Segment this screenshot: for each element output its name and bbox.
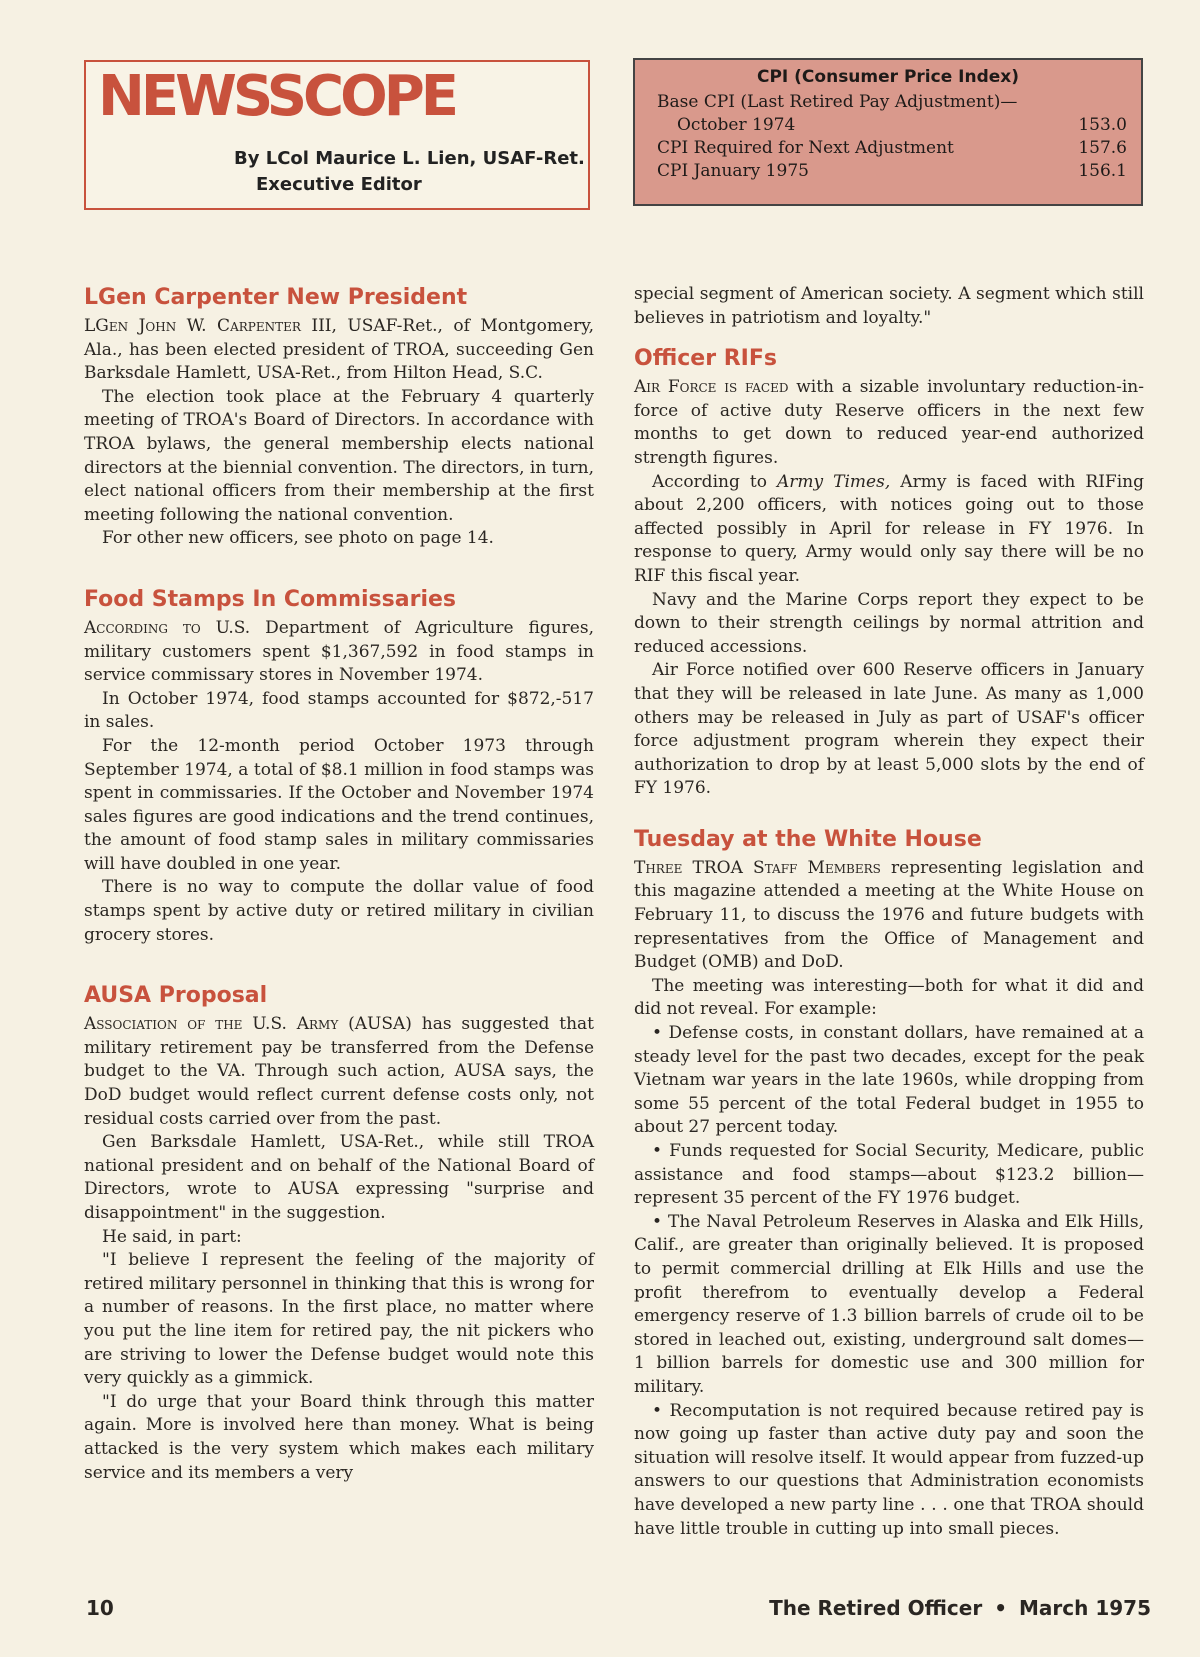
cpi-row-value: 153.0 (1078, 115, 1127, 135)
article-paragraph (84, 1013, 594, 1131)
article-paragraph: In October 1974, food stamps accounted for $872,-517 in sales. (84, 688, 594, 733)
article-officer-rifs (634, 344, 1144, 801)
article-paragraph (634, 857, 1144, 975)
newsscope-header (84, 60, 590, 210)
cpi-row-value: 156.1 (1078, 161, 1127, 181)
article-paragraph (634, 471, 1144, 589)
article-paragraph: For other new officers, see photo on page 14. (102, 528, 494, 549)
cpi-title: CPI (Consumer Price Index) (756, 67, 1020, 87)
article-paragraph: "I believe I represent the feeling of the majority of retired military personnel in thinking that this is wrong for a number of reasons. In the first place, no matter where you put the line item for retired pay, the nit pickers who are striving to lower the Defense budget would note this very quickly as a gimmick. (84, 1250, 594, 1389)
article-paragraph (84, 617, 594, 688)
article-paragraph: Gen Barksdale Hamlett, USA-Ret., while still TROA national president and on behalf of the National Board of Directors, wrote to AUSA expressing "surprise and disappointment" in the suggestion. (84, 1132, 594, 1223)
publication-name: The Retired Officer (769, 1596, 983, 1620)
page-number: 10 (86, 1596, 114, 1620)
lead-in: According to (84, 617, 201, 638)
article-paragraph: The meeting was interesting—both for what it did and did not reveal. For example: (634, 975, 1144, 1020)
article-paragraph: He said, in part: (102, 1226, 242, 1247)
bullet-item: • Defense costs, in constant dollars, have remained at a steady level for the past two decades, except for the peak Vietnam war years in the late 1960s, while dropping from some 55 percent of the total Federal budget in 1955 to about 27 percent today. (634, 1023, 1144, 1138)
article-carpenter (84, 283, 594, 551)
newsscope-title: NEWSSCOPE (98, 64, 456, 129)
cpi-row-label: Base CPI (Last Retired Pay Adjustment)— (657, 92, 1018, 112)
lead-in: LGen John W. Carpenter (84, 316, 301, 336)
byline-author: By LCol Maurice L. Lien, USAF-Ret. (234, 148, 585, 169)
cpi-row-label: CPI January 1975 (657, 161, 809, 181)
separator-dot: • (994, 1596, 1008, 1620)
cpi-row-label: CPI Required for Next Adjustment (657, 138, 954, 158)
article-white-house (634, 825, 1144, 1541)
article-paragraph: The election took place at the February 4 quarterly meeting of TROA's Board of Directors. In accordance with TROA bylaws, the general membership elects national directors at the biennial convention. The directors, in turn, elect national officers from their membership at the first meeting following the national convention. (84, 386, 594, 525)
byline-role: Executive Editor (256, 174, 422, 195)
article-paragraph: Air Force notified over 600 Reserve officers in January that they will be released in late June. As many as 1,000 others may be released in July as part of USAF's officer force adjustment program wherein they expect their authorization to drop by at least 5,000 slots by the end of FY 1976. (634, 660, 1144, 799)
paragraph-text: with a sizable involuntary reduction-in-force of active duty Reserve officers in the next few months to get down to reduced year-end authorized strength figures. (634, 377, 1144, 468)
cpi-row (635, 137, 1141, 160)
article-continuation: special segment of American society. A segment which still believes in patriotism and loyalty." (634, 284, 1144, 328)
article-paragraph: For the 12-month period October 1973 through September 1974, a total of $8.1 million in food stamps was spent in commissaries. If the October and November 1974 sales figures are good indications and the trend continues, the amount of food stamp sales in military commissaries will have doubled in one year. (84, 735, 594, 874)
left-column (84, 283, 594, 1485)
lead-in: Three TROA Staff Members (634, 857, 881, 878)
article-paragraph: There is no way to compute the dollar value of food stamps spent by active duty or retired military in civilian grocery stores. (84, 877, 594, 945)
paragraph-text: (AUSA) has suggested that military retirement pay be transferred from the Defense budget to the VA. Through such action, AUSA says, the DoD budget would reflect current defense costs only, not residual costs carried over from the past. (84, 1014, 594, 1129)
article-food-stamps (84, 585, 594, 947)
lead-in: Association of the U.S. Army (84, 1014, 339, 1035)
bullet-item: • Funds requested for Social Security, Medicare, public assistance and food stamps—about $123.2 billion—represent 35 percent of the FY 1976 budget. (634, 1141, 1144, 1209)
cpi-row-label: October 1974 (677, 115, 796, 135)
article-heading: Food Stamps In Commissaries (84, 586, 457, 612)
issue-date: March 1975 (1019, 1596, 1151, 1620)
article-heading: Tuesday at the White House (634, 826, 982, 852)
lead-in: Air Force is faced (634, 377, 789, 398)
article-paragraph: Navy and the Marine Corps report they expect to be down to their strength ceilings by normal attrition and reduced accessions. (634, 589, 1144, 657)
right-column (634, 283, 1144, 1541)
article-paragraph: "I do urge that your Board think through this matter again. More is involved here than money. What is being attacked is the very system which makes each military service and its members a very (84, 1391, 594, 1483)
cpi-row (635, 160, 1141, 183)
article-heading: AUSA Proposal (84, 983, 268, 1009)
byline (234, 146, 585, 198)
publication-footer (769, 1596, 1151, 1620)
article-heading: LGen Carpenter New President (84, 285, 468, 310)
article-paragraph (634, 376, 1144, 470)
cpi-row-value: 157.6 (1078, 138, 1127, 158)
cpi-box (633, 58, 1143, 206)
article-paragraph (84, 315, 594, 386)
cpi-row (635, 91, 1141, 114)
cpi-row (635, 114, 1141, 137)
paragraph-text: According to (652, 471, 777, 492)
paragraph-text: III, USAF-Ret., of Montgomery, Ala., has been elected president of TROA, succeeding Gen Barksdale Hamlett, USA-Ret., from Hilton Head, S.C. (84, 316, 594, 384)
article-ausa (84, 981, 594, 1485)
article-heading: Officer RIFs (634, 346, 777, 372)
bullet-item: • Recomputation is not required because retired pay is now going up faster than active duty pay and soon the situation will resolve itself. It would appear from fuzzed-up answers to our questions that Administration economists have developed a new party line . . . one that TROA should have little trouble in cutting up into small pieces. (634, 1400, 1144, 1539)
paragraph-text: U.S. Department of Agriculture figures, military customers spent $1,367,592 in food stamps in service commissary stores in November 1974. (84, 617, 594, 686)
paragraph-text: Army is faced with RIFing about 2,200 officers, with notices going out to those affected possibly in April for release in FY 1976. In response to query, Army would only say there will be no RIF this fiscal year. (634, 471, 1144, 586)
paragraph-text: representing legislation and this magazine attended a meeting at the White House on February 11, to discuss the 1976 and future budgets with representatives from the Office of Management and Budget (OMB) and DoD. (634, 857, 1144, 973)
publication-name: Army Times, (776, 471, 891, 492)
bullet-item: • The Naval Petroleum Reserves in Alaska and Elk Hills, Calif., are greater than originally believed. It is proposed to permit commercial drilling at Elk Hills and use the profit therefrom to eventually develop a Federal emergency reserve of 1.3 billion barrels of crude oil to be stored in leached out, existing, underground salt domes—1 billion barrels for domestic use and 300 million for military. (634, 1211, 1144, 1397)
